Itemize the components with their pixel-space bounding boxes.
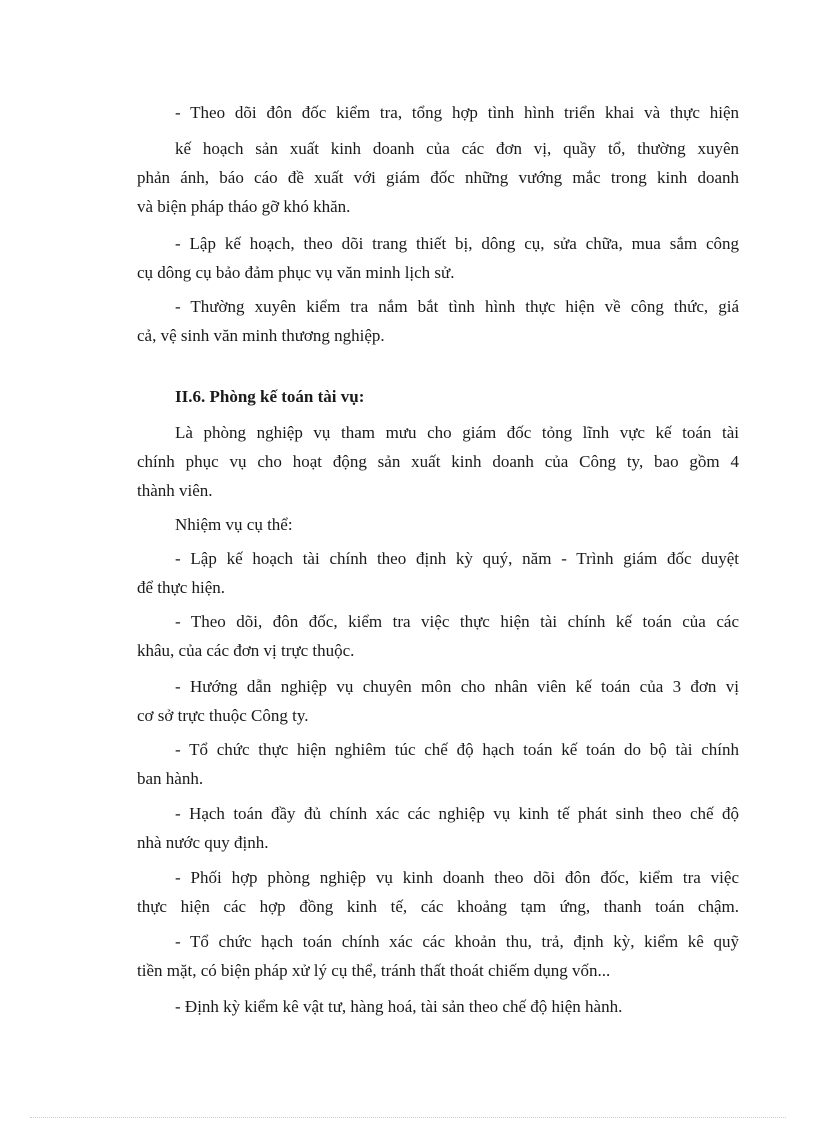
text-line: - Lập kế hoạch tài chính theo định kỳ quý, năm - Trình giám đốc duyệt xyxy=(175,549,739,568)
text-line: Là phòng nghiệp vụ tham mưu cho giám đốc tỏng lĩnh vực kế toán tài xyxy=(175,423,739,442)
text-line: - Theo dõi đôn đốc kiểm tra, tổng hợp tình hình triển khai và thực hiện xyxy=(175,103,739,122)
paragraph-inspection xyxy=(137,292,739,350)
paragraph-cash-control xyxy=(137,927,739,985)
text-line: - Lập kế hoạch, theo dõi trang thiết bị, dông cụ, sửa chữa, mua sắm công xyxy=(175,234,739,253)
text-line: thực hiện các hợp đồng kinh tế, các khoảng tạm ứng, thanh toán chậm. xyxy=(137,897,739,916)
paragraph-duties-label xyxy=(137,510,739,539)
paragraph-coordination xyxy=(137,863,739,921)
paragraph-accounting-regime xyxy=(137,735,739,793)
text-line: - Thường xuyên kiểm tra nắm bắt tình hình thực hiện về công thức, giá xyxy=(175,297,739,316)
paragraph-department-intro xyxy=(137,418,739,505)
text-line: khâu, của các đơn vị trực thuộc. xyxy=(137,641,355,660)
section-heading xyxy=(137,382,739,411)
text-line: và biện pháp tháo gỡ khó khăn. xyxy=(137,197,351,216)
paragraph-inventory xyxy=(137,992,739,1021)
text-line: ban hành. xyxy=(137,769,204,788)
text-line: để thực hiện. xyxy=(137,578,226,597)
text-line: cả, vệ sinh văn minh thương nghiệp. xyxy=(137,326,385,345)
text-line: nhà nước quy định. xyxy=(137,833,269,852)
text-line: - Tổ chức thực hiện nghiêm túc chế độ hạch toán kế toán do bộ tài chính xyxy=(175,740,739,759)
paragraph-guidance xyxy=(137,672,739,730)
text-line: cơ sở trực thuộc Công ty. xyxy=(137,706,309,725)
text-line: kế hoạch sản xuất kinh doanh của các đơn vị, quầy tổ, thường xuyên xyxy=(175,139,739,158)
text-line: - Theo dõi, đôn đốc, kiểm tra việc thực hiện tài chính kế toán của các xyxy=(175,612,739,631)
text-line: - Định kỳ kiểm kê vật tư, hàng hoá, tài sản theo chế độ hiện hành. xyxy=(175,997,623,1016)
text-line: - Tổ chức hạch toán chính xác các khoản thu, trả, định kỳ, kiểm kê quỹ xyxy=(175,932,739,951)
text-line: Nhiệm vụ cụ thể: xyxy=(175,515,293,534)
paragraph-monitoring xyxy=(137,98,739,221)
text-line: chính phục vụ cho hoạt động sản xuất kinh doanh của Công ty, bao gồm 4 xyxy=(137,452,739,471)
paragraph-bookkeeping xyxy=(137,799,739,857)
paragraph-planning xyxy=(137,229,739,287)
heading-text: II.6. Phòng kế toán tài vụ: xyxy=(175,387,365,406)
text-line: thành viên. xyxy=(137,481,213,500)
text-line: - Phối hợp phòng nghiệp vụ kinh doanh theo dõi đôn đốc, kiểm tra việc xyxy=(175,868,739,887)
paragraph-monitor-finance xyxy=(137,607,739,665)
text-line: cụ dông cụ bảo đảm phục vụ văn minh lịch sử. xyxy=(137,263,455,282)
text-line: - Hướng dẫn nghiệp vụ chuyên môn cho nhân viên kế toán của 3 đơn vị xyxy=(175,677,739,696)
paragraph-financial-plan xyxy=(137,544,739,602)
text-line: - Hạch toán đầy đủ chính xác các nghiệp vụ kinh tế phát sinh theo chế độ xyxy=(175,804,739,823)
text-line: tiền mặt, có biện pháp xử lý cụ thể, tránh thất thoát chiếm dụng vốn... xyxy=(137,961,611,980)
text-line: phản ánh, báo cáo đề xuất với giám đốc những vướng mắc trong kinh doanh xyxy=(137,168,739,187)
page-bottom-divider xyxy=(30,1117,786,1118)
